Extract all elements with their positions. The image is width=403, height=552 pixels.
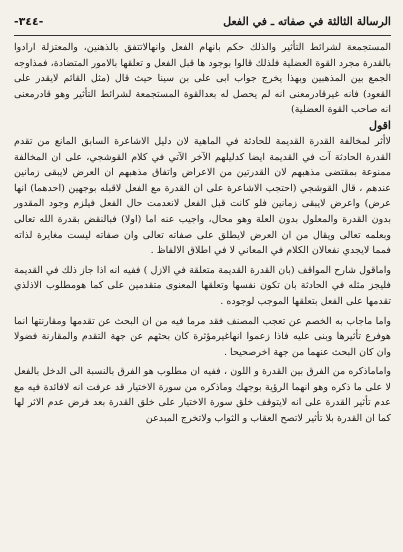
- header-rule: [14, 35, 391, 36]
- page-number: -٣٤٤-: [14, 14, 44, 28]
- section-heading: اقول: [369, 118, 391, 132]
- paragraph: واماماذكره من الفرق بين القدرة و اللون ، ففيه ان مطلوب هو الفرق بالنسبة الى الدخل بالفعل لا على ما ذكره وهو انهما الرؤية بوجهك وماذكره من سورة الاختيار قد عرفت انه لافائدة فيه مع عدم تأثير القدرة على انه لايتوقف خلق سورة الاختيار على خلق القدرة بعد فرض عدم الاثر لها كما ان القدرة بلا تأثير لاتصح العقاب و الثواب ولاتخرج المبدعن: [14, 366, 391, 425]
- running-title: الرسالة الثالثة في صفاته ـ في الفعل: [223, 14, 391, 28]
- document-body: [14, 40, 391, 427]
- paragraph: لاأثر لمخالفة القدرة القديمة للحادثة في الماهية لان دليل الاشاعرة السابق المانع من تقدم القدرة الحادثة آت في القديمة ايضا كدليلهم الآخر الآتي في كلام القوشجي، على ان المخالفة ممنوعة بمقتضى مذهبهم لان القدرتين من الاعراض واتفاق مذهبهم ان العرض لايبقى زمانين عندهم ، قال القوشجي (احتجب الاشاعرة على ان القدرة مع الفعل لاقبله بوجهين (احدهما) انها عرض) واعرض لايبقى زمانين فلو كانت قبل الفعل لانعدمت حال الفعل فيلزم وجود المقدور بدون القدرة والمعلول بدون العلة وهو محال، واجيب عنه اما (اولا) فبالنقض بقدرة الله تعالى وبعلمه تعالى ويقال من ان العرض لايطلق على صفاته تعالى وان صفاته ليست مغايرة لذاته فمما لايجدي نفعالان الكلام في المعاني لا في اطلاق الالفاظ .: [14, 135, 391, 257]
- paragraph: واما ماجاب به الخصم عن تعجب المصنف فقد مرما فيه من ان البحث عن تقدمها ومقارنتها انما هوفرع تأثيرها وبنى عليه فاذا زعموا انهاغيرمؤثرة كان بحثهم عن جهة التقدم والمقارنة فضولا وان كان البحث عنهما من جهة اخرصحيحا .: [14, 315, 391, 358]
- paragraph: واماقول شارح المواقف (بان القدرة القديمة متعلقة في الازل ) ففيه انه اذا جاز ذلك في القديمة فليجز مثله في الحادثة بان تكون نفسها وتعلقها المعنوى متقدمين على كما هومطلوب الاذلذي تقدمها على الفعل بتعلقها الموجب لوجوده .: [14, 264, 391, 307]
- page-header: [14, 12, 391, 30]
- paragraph: المستجمعة لشرائط التأثير والذلك حكم بانهام الفعل وانهالاتتفق بالذهنين، والمعتزلة ارادوا بالقدرة مجرد القوة العضلية فلذلك قالوا بوجود ها قبل الفعل و تعلقها بالامور المتضادة، فمذاوجه الجمع بين المذهبين وبهذا يخرج جواب ابى على بن سينا حيث قال (مثل القائم لايقدر على القعود) فانه غيرقادرمعنى انه لم يحصل له بعدالقوة المستجمعة لشرائط التأثير وهو قادرمعنى انه صاحب القوة العضلية): [14, 42, 391, 116]
